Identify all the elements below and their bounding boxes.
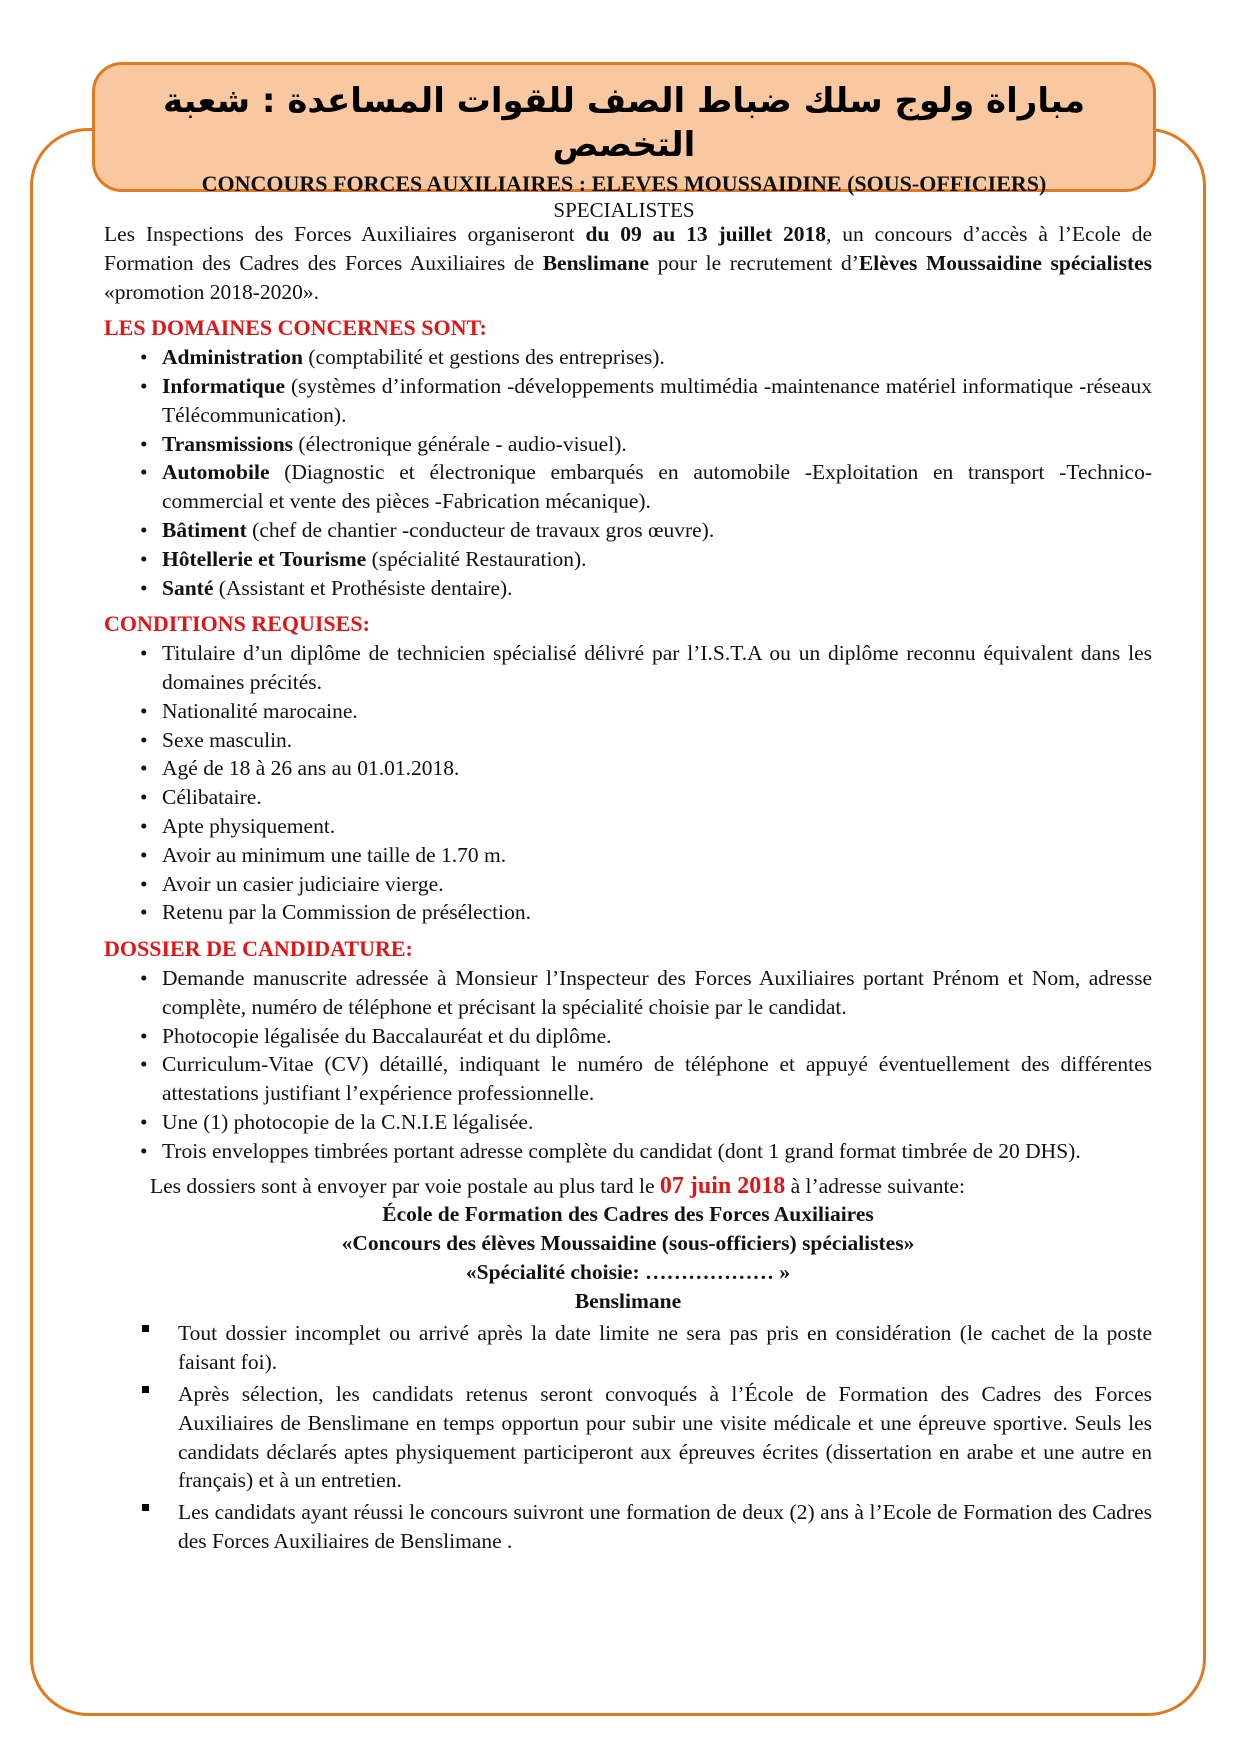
address-line: «Spécialité choisie: ……………… » (465, 1259, 791, 1284)
domain-desc: (chef de chantier -conducteur de travaux gros œuvre). (246, 517, 715, 542)
city-name: Benslimane (542, 250, 650, 275)
notes-list (104, 1319, 1152, 1555)
list-item: • Titulaire d’un diplôme de technicien spécialisé délivré par l’I.S.T.A ou un diplôme reconnu équivalent dans les domaines précités. (162, 639, 1152, 697)
note-item: Tout dossier incomplet ou arrivé après la date limite ne sera pas pris en considération (le cachet de la poste faisant foi). (178, 1319, 1152, 1377)
intro-text: Les Inspections des Forces Auxiliaires organiseront (104, 222, 586, 246)
dossier-list (104, 964, 1152, 1166)
dossier-heading: DOSSIER DE CANDIDATURE: (104, 936, 413, 962)
domain-name: Informatique (162, 373, 286, 398)
list-item: • Apte physiquement. (162, 812, 1152, 841)
conditions-list (104, 639, 1152, 927)
list-item (162, 458, 1152, 516)
list-item: • Célibataire. (162, 783, 1152, 812)
intro-paragraph (104, 220, 1152, 306)
french-subtitle: SPECIALISTES (553, 198, 695, 222)
conditions-heading: CONDITIONS REQUISES: (104, 611, 370, 637)
list-item (162, 516, 1152, 545)
list-item: • Retenu par la Commission de présélection. (162, 898, 1152, 927)
domain-name: Bâtiment (162, 517, 247, 542)
domaines-list (104, 343, 1152, 602)
arabic-title: مباراة ولوج سلك ضباط الصف للقوات المساعدة : شعبة التخصص (162, 81, 1086, 165)
send-text: Les dossiers sont à envoyer par voie postale au plus tard le (150, 1173, 660, 1198)
document-body (104, 220, 1152, 1559)
domain-name: Administration (162, 345, 303, 370)
domaines-heading: LES DOMAINES CONCERNES SONT: (104, 315, 487, 341)
contest-dates: du 09 au 13 juillet 2018 (585, 222, 827, 246)
list-item: • Photocopie légalisée du Baccalauréat et du diplôme. (162, 1022, 1152, 1051)
list-item: • Curriculum-Vitae (CV) détaillé, indiquant le numéro de téléphone et appuyé éventuellement des différentes attestations justifiant l’expérience professionnelle. (162, 1050, 1152, 1108)
domain-desc: (électronique générale - audio-visuel). (293, 431, 627, 456)
domain-name: Automobile (162, 460, 270, 485)
intro-text: «promotion 2018-2020». (104, 279, 319, 304)
note-item: Les candidats ayant réussi le concours suivront une formation de deux (2) ans à l’Ecole de Formation des Cadres des Forces Auxiliaires de Benslimane . (178, 1498, 1152, 1556)
send-text: à l’adresse suivante: (785, 1173, 965, 1198)
domain-name: Transmissions (162, 431, 294, 456)
title-box (92, 62, 1156, 222)
mailing-address (104, 1200, 1152, 1315)
intro-text: pour le recrutement d’ (649, 250, 859, 275)
list-item (162, 430, 1152, 459)
list-item: • Trois enveloppes timbrées portant adresse complète du candidat (dont 1 grand format timbrée de 20 DHS). (162, 1137, 1152, 1166)
list-item (162, 343, 1152, 372)
domain-desc: (Assistant et Prothésiste dentaire). (213, 575, 513, 600)
list-item (162, 372, 1152, 430)
target-candidates: Elèves Moussaidine spécialistes (858, 250, 1153, 275)
domain-name: Santé (162, 575, 214, 600)
list-item: • Avoir un casier judiciaire vierge. (162, 870, 1152, 899)
address-line: École de Formation des Cadres des Forces Auxiliaires (382, 1202, 874, 1227)
submission-instruction (104, 1172, 1152, 1201)
intro-text: , un concours d’accès à l’Ecole de Formation des Cadres des Forces Auxiliaires de (104, 222, 1152, 275)
domain-desc: (spécialité Restauration). (366, 546, 587, 571)
list-item: • Nationalité marocaine. (162, 697, 1152, 726)
list-item: • Agé de 18 à 26 ans au 01.01.2018. (162, 754, 1152, 783)
list-item: • Sexe masculin. (162, 726, 1152, 755)
deadline-date: 07 juin 2018 (659, 1172, 786, 1199)
french-title: CONCOURS FORCES AUXILIAIRES : ELEVES MOUSSAIDINE (SOUS-OFFICIERS) (201, 171, 1047, 196)
address-line: «Concours des élèves Moussaidine (sous-officiers) spécialistes» (341, 1231, 915, 1256)
domain-name: Hôtellerie et Tourisme (162, 546, 367, 571)
list-item: • Avoir au minimum une taille de 1.70 m. (162, 841, 1152, 870)
domain-desc: (systèmes d’information -développements multimédia -maintenance matériel informatique -réseaux Télécommunication). (162, 373, 1152, 427)
list-item: • Une (1) photocopie de la C.N.I.E légalisée. (162, 1108, 1152, 1137)
domain-desc: (comptabilité et gestions des entreprises). (302, 345, 665, 370)
address-line: Benslimane (574, 1288, 682, 1313)
note-item: Après sélection, les candidats retenus seront convoqués à l’École de Formation des Cadres des Forces Auxiliaires de Benslimane en temps opportun pour subir une visite médicale et une épreuve sportive. Seuls les candidats déclarés aptes physiquement participeront aux épreuves écrites (dissertation en arabe et une autre en français) et à un entretien. (178, 1380, 1152, 1495)
list-item (162, 545, 1152, 574)
list-item (162, 574, 1152, 603)
domain-desc: (Diagnostic et électronique embarqués en automobile -Exploitation en transport -Technico-commercial et vente des pièces -Fabrication mécanique). (162, 460, 1152, 514)
list-item: • Demande manuscrite adressée à Monsieur l’Inspecteur des Forces Auxiliaires portant Prénom et Nom, adresse complète, numéro de téléphone et précisant la spécialité choisie par le candidat. (162, 964, 1152, 1022)
